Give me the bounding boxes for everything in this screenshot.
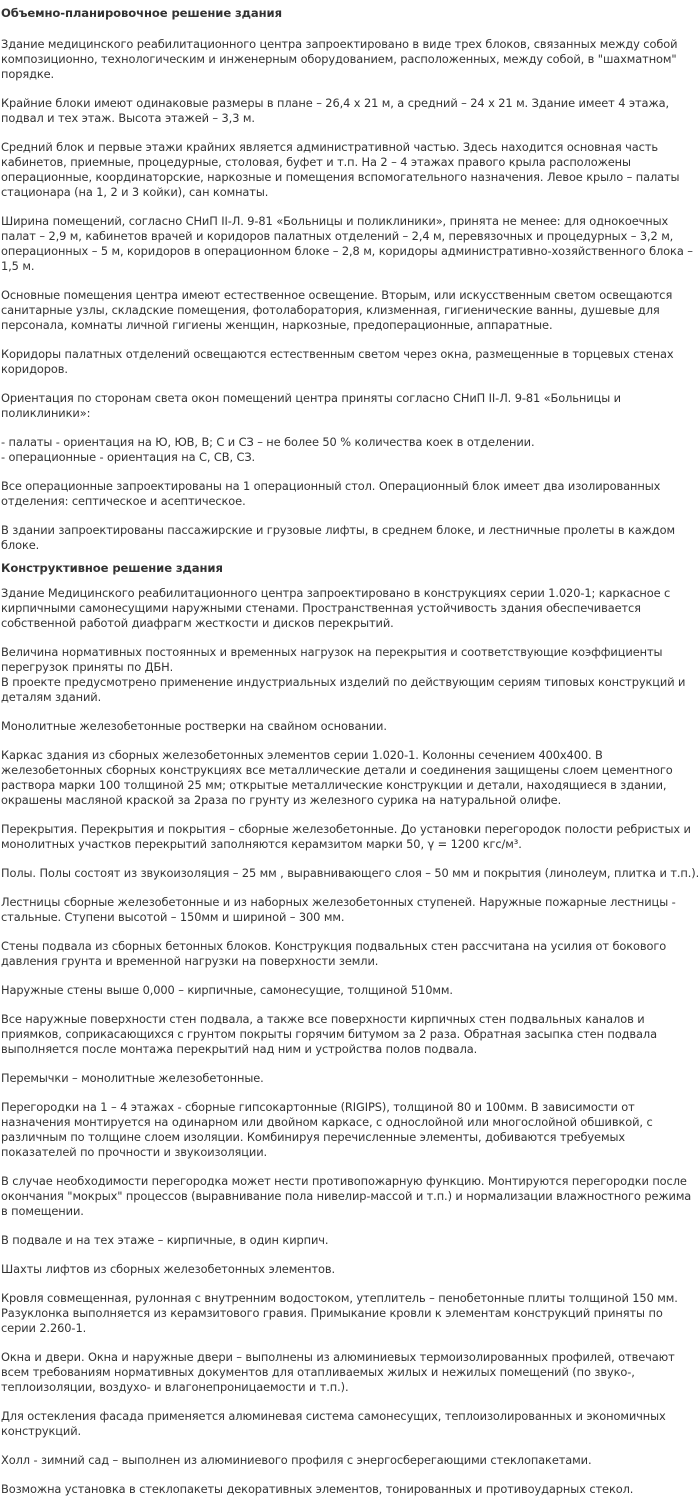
paragraph: Средний блок и первые этажи крайних является административной частью. Здесь находится основная часть кабинетов, приемные, процедурные, столовая, буфет и т.п. На 2 – 4 этажах правого крыла расположены операционные, координаторские, наркозные и помещения вспомогательного назначения. Левое крыло – палаты стационара (на 1, 2 и 3 койки), сан комнаты. bbox=[1, 140, 680, 199]
paragraph: Холл - зимний сад – выполнен из алюминиевого профиля с энергосберегающими стеклопакетами. bbox=[1, 1453, 592, 1467]
paragraph: Кровля совмещенная, рулонная с внутренним водостоком, утеплитель – пенобетонные плиты толщиной 150 мм. Разуклонка выполняется из керамзитового гравия. Примыкание кровли к элементам конструкций приняты по серии 2.260-1. bbox=[1, 1291, 678, 1335]
section-heading-construction: Конструктивное решение здания bbox=[1, 561, 223, 575]
paragraph: В случае необходимости перегородка может нести противопожарную функцию. Монтируются перегородки после окончания "мокрых" процессов (выравнивание пола нивелир-массой и т.п.) и нормализации влажностного режима в помещении. bbox=[1, 1174, 692, 1218]
paragraph: Здание медицинского реабилитационного центра запроектировано в виде трех блоков, связанных между собой композиционно, технологическим и инженерным оборудованием, расположенных, между собой, в "шахматном" порядке. bbox=[1, 37, 678, 81]
paragraph: Все наружные поверхности стен подвала, а также все поверхности кирпичных стен подвальных каналов и приямков, соприкасающихся с грунтом покрыты горячим битумом за 2 раза. Обратная засыпка стен подвала выполняется после монтажа перекрытий над ним и устройства полов подвала. bbox=[1, 1012, 657, 1056]
paragraph: Для остекления фасада применяется алюминевая система самонесущих, теплоизолированных и экономичных конструкций. bbox=[1, 1409, 666, 1438]
paragraph: Наружные стены выше 0,000 – кирпичные, самонесущие, толщиной 510мм. bbox=[1, 983, 453, 997]
paragraph: В подвале и на тех этаже – кирпичные, в один кирпич. bbox=[1, 1233, 329, 1247]
paragraph: В здании запроектированы пассажирские и грузовые лифты, в среднем блоке, и лестничные пролеты в каждом блоке. bbox=[1, 523, 675, 552]
paragraph: Коридоры палатных отделений освещаются естественным светом через окна, размещенные в торцевых стенах коридоров. bbox=[1, 347, 674, 376]
paragraph: Ориентация по сторонам света окон помещений центра приняты согласно СНиП II-Л. 9-81 «Больницы и поликлиники»: bbox=[1, 391, 621, 420]
paragraph: Стены подвала из сборных бетонных блоков. Конструкция подвальных стен рассчитана на усилия от бокового давления грунта и временной нагрузки на поверхности земли. bbox=[1, 939, 667, 968]
paragraph: Полы. Полы состоят из звукоизоляция – 25 мм , выравнивающего слоя – 50 мм и покрытия (линолеум, плитка и т.п.). bbox=[1, 866, 700, 880]
paragraph: Окна и двери. Окна и наружные двери – выполнены из алюминиевых термоизолированных профилей, отвечают всем требованиям нормативных документов для отапливаемых жилых и нежилых помещений (по звуко-, теплоизоляции, воздухо- и влагонепроницаемости и т.п.). bbox=[1, 1350, 675, 1394]
orientation-list: - палаты - ориентация на Ю, ЮВ, В; С и СЗ – не более 50 % количества коек в отделении. - операционные - ориентация на С, СВ, СЗ. bbox=[1, 435, 535, 464]
paragraph: Ширина помещений, согласно СНиП II-Л. 9-81 «Больницы и поликлиники», принята не менее: для однокоечных палат – 2,9 м, кабинетов врачей и коридоров палатных отделений – 2,4 м, перевязочных и процедурных – 3,2 м, операционных – 5 м, коридоров в операционном блоке – 2,8 м, коридоры административно-хозяйственного блока – 1,5 м. bbox=[1, 214, 693, 273]
paragraph: Каркас здания из сборных железобетонных элементов серии 1.020-1. Колонны сечением 400х400. В железобетонных сборных конструкциях все металлические детали и соединения защищены слоем цементного раствора марки 100 толщиной 25 мм; открытые металлические конструкции и детали, находящиеся в здании, окрашены масляной краской за 2раза по грунту из железного сурика на натуральной олифе. bbox=[1, 748, 673, 807]
paragraph: Крайние блоки имеют одинаковые размеры в плане – 26,4 х 21 м, а средний – 24 х 21 м. Здание имеет 4 этажа, подвал и тех этаж. Высота этажей – 3,3 м. bbox=[1, 96, 670, 125]
paragraph: Перекрытия. Перекрытия и покрытия – сборные железобетонные. До установки перегородок полости ребристых и монолитных участков перекрытий заполняются керамзитом марки 50, γ = 1200 кгс/м³. bbox=[1, 822, 691, 851]
section-heading-planning: Объемно-планировочное решение здания bbox=[1, 6, 282, 20]
paragraph: Здание Медицинского реабилитационного центра запроектировано в конструкциях серии 1.020-1; каркасное с кирпичными самонесущими наружными стенами. Пространственная устойчивость здания обеспечивается собственной работой диафрагм жесткости и дисков перекрытий. bbox=[1, 586, 671, 630]
paragraph: Возможна установка в стеклопакеты декоративных элементов, тонированных и противоударных стекол. bbox=[1, 1482, 634, 1496]
paragraph: Монолитные железобетонные ростверки на свайном основании. bbox=[1, 719, 387, 733]
paragraph: Шахты лифтов из сборных железобетонных элементов. bbox=[1, 1262, 335, 1276]
paragraph: Основные помещения центра имеют естественное освещение. Вторым, или искусственным светом освещаются санитарные узлы, складские помещения, фотолаборатория, клизменная, гигиенические ванны, душевые для персонала, комнаты личной гигиены женщин, наркозные, предоперационные, аппаратные. bbox=[1, 288, 673, 332]
paragraph: Лестницы сборные железобетонные и из наборных железобетонных ступеней. Наружные пожарные лестницы - стальные. Ступени высотой – 150мм и шириной – 300 мм. bbox=[1, 895, 676, 924]
paragraph: Перемычки – монолитные железобетонные. bbox=[1, 1071, 264, 1085]
paragraph: Величина нормативных постоянных и временных нагрузок на перекрытия и соответствующие коэффициенты перегрузок приняты по ДБН. В проекте предусмотрено применение индустриальных изделий по действующим сериям типовых конструкций и деталям зданий. bbox=[1, 645, 686, 704]
paragraph: Все операционные запроектированы на 1 операционный стол. Операционный блок имеет два изолированных отделения: септическое и асептическое. bbox=[1, 479, 661, 508]
paragraph: Перегородки на 1 – 4 этажах - сборные гипсокартонные (RIGIPS), толщиной 80 и 100мм. В зависимости от назначения монтируется на одинарном или двойном каркасе, с однослойной или многослойной обшивкой, с различным по толщине слоем изоляции. Комбинируя перечисленные элементы, добиваются требуемых показателей по прочности и звукоизоляции. bbox=[1, 1100, 653, 1159]
